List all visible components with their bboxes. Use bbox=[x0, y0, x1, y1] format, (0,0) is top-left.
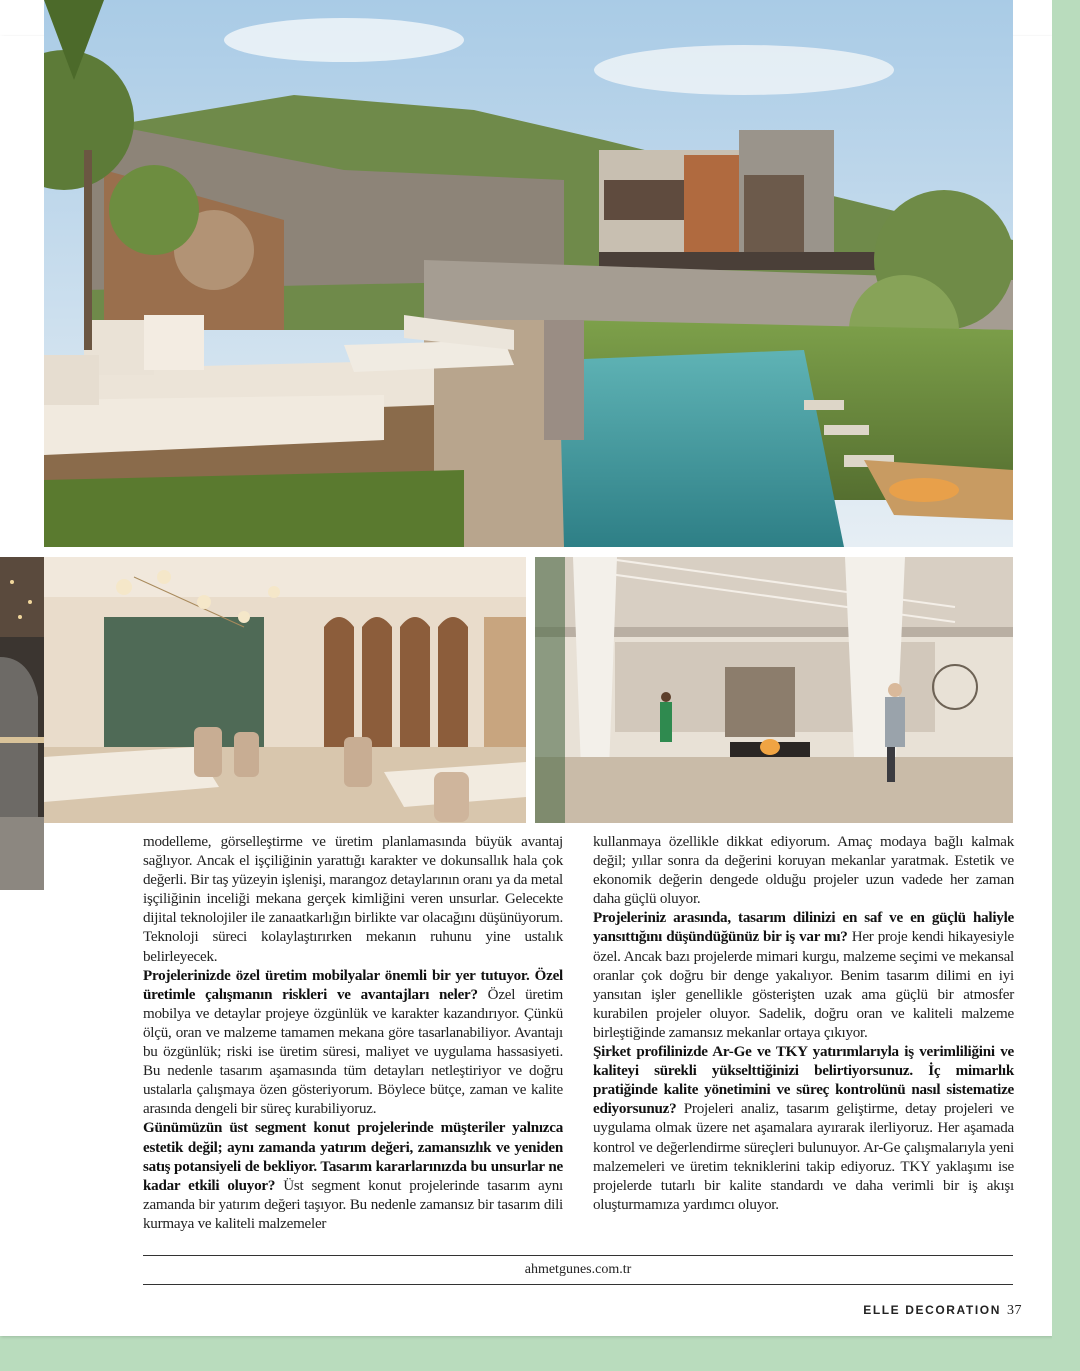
left-paragraph bbox=[143, 1119, 563, 1234]
divider-bottom bbox=[143, 1284, 1013, 1285]
website-text: ahmetgunes.com.tr bbox=[524, 1262, 632, 1277]
question-text: Projeleriniz arasında, tasarım dilinizi en saf ve en güçlü haliyle yansıttığını düşündüğünüz bir iş var mı? bbox=[593, 910, 1014, 946]
footer-brand: ELLE DECORATION bbox=[863, 1303, 1001, 1317]
lobby-interior-photo bbox=[535, 557, 1013, 823]
divider-top bbox=[143, 1255, 1013, 1256]
question-text: Projelerinizde özel üretim mobilyalar önemli bir yer tutuyor. Özel üretimle çalışmanın riskleri ve avantajları neler? bbox=[143, 967, 563, 1003]
partial-interior-photo bbox=[0, 557, 44, 890]
right-paragraph bbox=[593, 909, 1014, 1043]
page-footer bbox=[863, 1303, 1022, 1319]
question-text: Günümüzün üst segment konut projelerinde müşteriler yalnızca estetik değil; aynı zamanda yatırım değeri, zamansızlık ve yeniden satış potansiyeli de bekliyor. Tasarım kararlarınızda bu unsurlar ne kadar etkili oluyor? bbox=[143, 1120, 563, 1194]
answer-text: Özel üretim mobilya ve detaylar projeye özgünlük ve karakter kazandırıyor. Çünkü ölçü, oran ve malzeme tamamen mekana göre tasarlanabiliyor. Avantajı bu özgünlük; riski ise üretim süresi, maliyet ve uygulama hassasiyeti. Bu nedenle tasarım aşamasında tüm detayları netleştiriyor ve doğru ustalarla çalışmaya özen gösteriyorum. Böylece bütçe, zaman ve kalite arasında dengeli bir süreç kurabiliyoruz. bbox=[143, 986, 563, 1118]
right-paragraph bbox=[593, 1043, 1014, 1215]
restaurant-interior-photo bbox=[44, 557, 526, 823]
answer-text: Projeleri analiz, tasarım geliştirme, detay projeleri ve uygulama olmak üzere net aşamalara ayırarak ilerliyoruz. Her aşamada kontrol ve değerlendirme süreçleri bulunuyor. Ar-Ge çalışmalarıyla yeni malzemeleri ve üretim tekniklerini takip ediyoruz. TKY yaklaşımı ise projelerde tutarlı bir kalite standardı ve daha verimli bir iş akışı oluşturmamıza yardımcı oluyor. bbox=[593, 1101, 1014, 1213]
answer-text: Üst segment konut projelerinde tasarım aynı zamanda bir yatırım değeri taşıyor. Bu nedenle zamansız bir tasarım dili kurmaya ve kaliteli malzemeler bbox=[143, 1177, 563, 1232]
page-number: 37 bbox=[1007, 1303, 1022, 1318]
villa-pool-photo bbox=[44, 0, 1013, 547]
right-paragraph: kullanmaya özellikle dikkat ediyorum. Amaç modaya bağlı kalmak değil; yıllar sonra da değerini koruyan mekanlar yaratmak. Estetik ve ekonomik değerin dengede olduğu projeler uzun vadede her zaman daha güçlü oluyor. bbox=[593, 834, 1014, 908]
right-text-column bbox=[593, 833, 1014, 1215]
left-paragraph bbox=[143, 967, 563, 1120]
left-paragraph: modelleme, görselleştirme ve üretim planlamasında büyük avantaj sağlıyor. Ancak el işçiliğinin yarattığı karakter ve dokunsallık hala çok değerli. Bir taş yüzeyin işlenişi, marangoz detaylarının oranı ya da metal işçiliğinin inceliği mekana gerçek kimliğini veren unsurlar. Gelecekte dijital teknolojiler ile zanaatkarlığın birlikte var olacağını düşünüyorum. Teknoloji süreci kolaylaştırırken mekanın ruhunu yine ustalık belirleyecek. bbox=[143, 834, 563, 965]
answer-text: Her proje kendi hikayesiyle özel. Ancak bazı projelerde mimari kurgu, malzeme seçimi ve mekansal oranlar çok doğru bir denge yakalıyor. Benim tasarım dilimi en iyi yansıtan işler genellikle gösterişten uzak ama güçlü bir atmosfer kurabilen projeler oluyor. Sadelik, doğru oran ve kaliteli malzeme birleştiğinde zamansız mekanlar ortaya çıkıyor. bbox=[593, 929, 1014, 1041]
left-text-column bbox=[143, 833, 563, 1234]
question-text: Şirket profilinizde Ar-Ge ve TKY yatırımlarıyla iş verimliliğini ve kaliteyi sürekli yükselttiğinizi belirtiyorsunuz. İç mimarlık pratiğinde kalite yönetimini ve süreç kontrolünü nasıl sistematize ediyorsunuz? bbox=[593, 1044, 1014, 1118]
right-margin bbox=[1052, 0, 1080, 1371]
